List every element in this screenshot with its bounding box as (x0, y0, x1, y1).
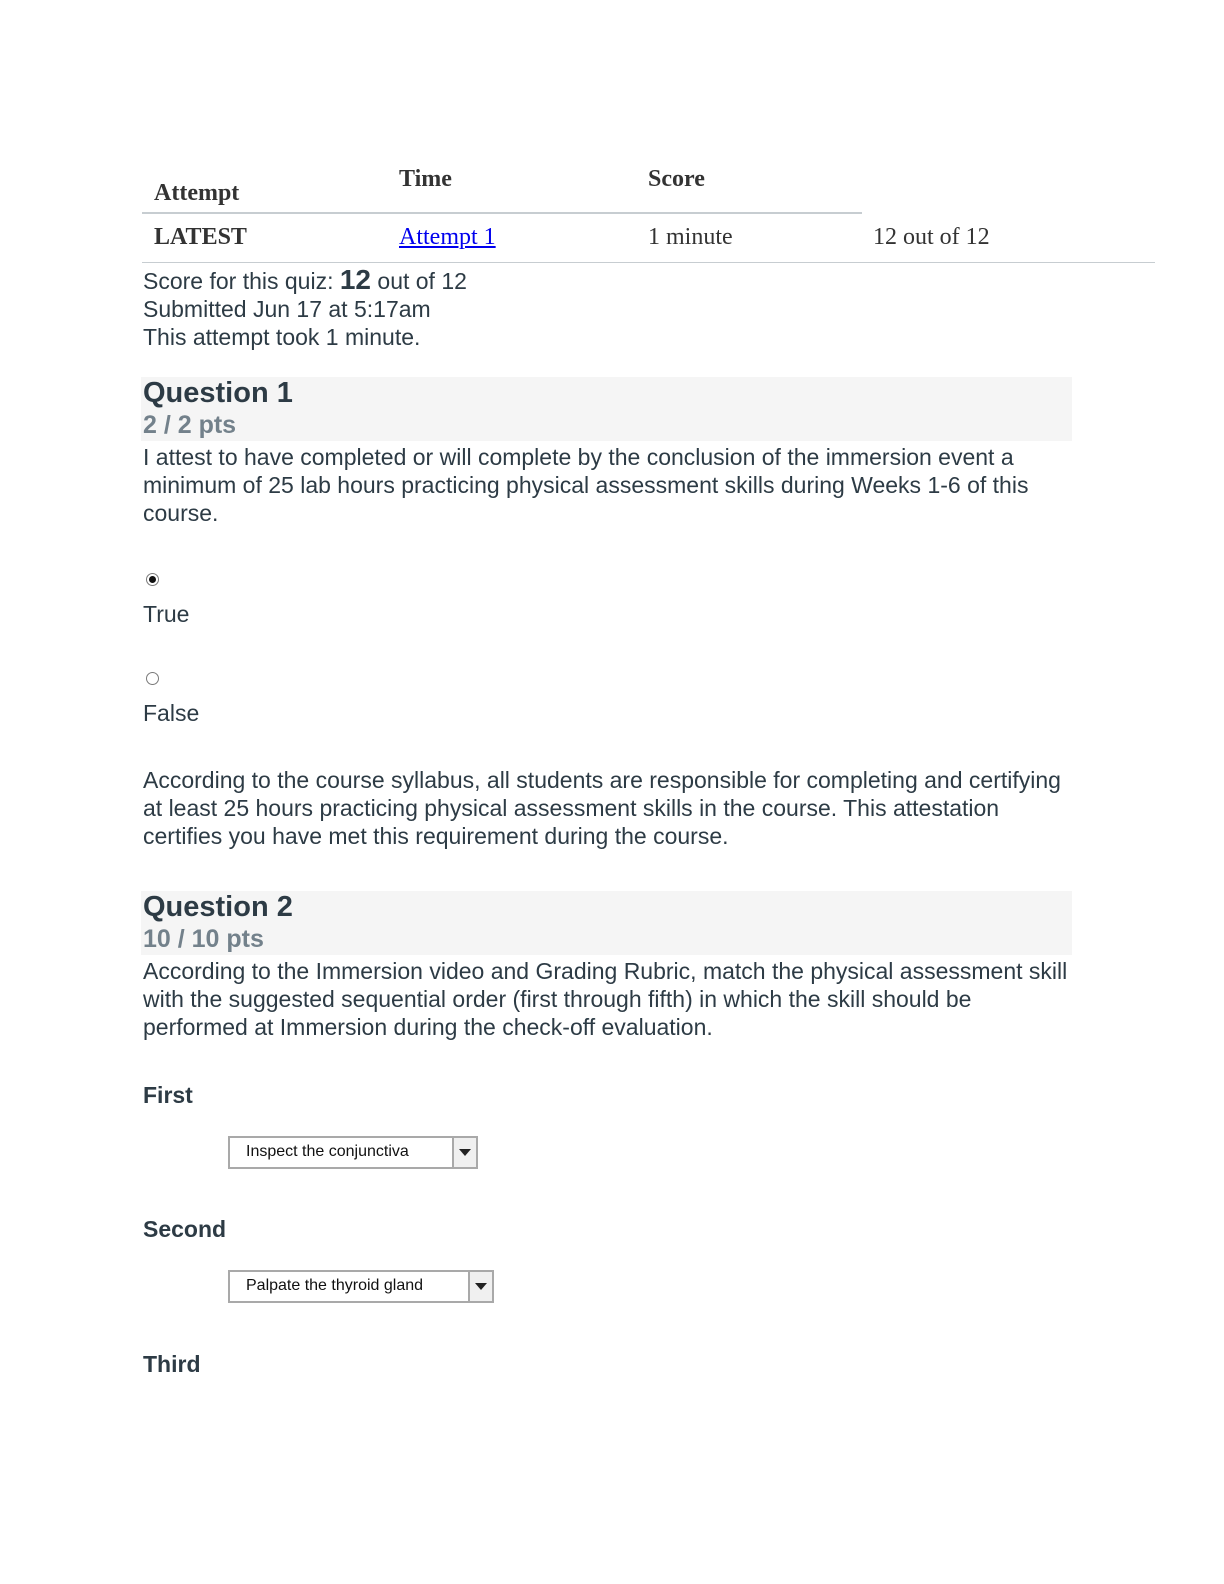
quiz-summary (143, 266, 467, 351)
attempt-score: 12 out of 12 (873, 224, 990, 250)
option-false-label: False (143, 700, 200, 726)
table-header-row (142, 160, 1155, 214)
radio-false[interactable] (146, 672, 159, 685)
attempt-history-table (142, 160, 1155, 263)
first-select[interactable] (228, 1136, 478, 1169)
option-true-label: True (143, 601, 190, 627)
chevron-down-icon[interactable] (468, 1272, 492, 1301)
score-prefix: Score for this quiz: (143, 268, 334, 294)
question-1-text: I attest to have completed or will complete by the conclusion of the immersion event a minimum of 25 lab hours practicing physical assessment skills during Weeks 1-6 of this course. (143, 444, 1029, 526)
question-1-header (141, 377, 1072, 441)
question-1-points: 2 / 2 pts (143, 411, 237, 439)
question-2-text: According to the Immersion video and Grading Rubric, match the physical assessment skill with the suggested sequential order (first through fifth) in which the skill should be performed at Immersion during the check-off evaluation. (143, 958, 1068, 1040)
question-2-title: Question 2 (143, 891, 293, 923)
radio-true[interactable] (146, 573, 159, 586)
attempt-1-link[interactable]: Attempt 1 (399, 224, 496, 250)
attempt-time: 1 minute (648, 224, 733, 250)
question-1-title: Question 1 (143, 377, 293, 409)
header-score: Score (648, 166, 705, 192)
quiz-score-line (143, 266, 467, 295)
question-2-points: 10 / 10 pts (143, 925, 264, 953)
match-label-second: Second (143, 1216, 227, 1242)
first-select-value: Inspect the conjunctiva (246, 1143, 409, 1160)
match-label-third: Third (143, 1351, 201, 1377)
score-suffix: out of 12 (377, 268, 467, 294)
match-label-first: First (143, 1082, 193, 1108)
header-time: Time (399, 166, 452, 192)
question-2-header (141, 891, 1072, 955)
latest-label: LATEST (154, 224, 247, 250)
question-1-comment: According to the course syllabus, all students are responsible for completing and certifying at least 25 hours practicing physical assessment skills in the course. This attestation certifies you have met this requirement during the course. (143, 767, 1061, 849)
second-select-value: Palpate the thyroid gland (246, 1277, 424, 1294)
chevron-down-icon[interactable] (452, 1138, 476, 1167)
submitted-line: Submitted Jun 17 at 5:17am (143, 296, 431, 322)
header-attempt: Attempt (154, 180, 240, 206)
score-value: 12 (339, 264, 372, 295)
table-row (142, 214, 1155, 263)
second-select[interactable] (228, 1270, 494, 1303)
duration-line: This attempt took 1 minute. (143, 324, 421, 350)
